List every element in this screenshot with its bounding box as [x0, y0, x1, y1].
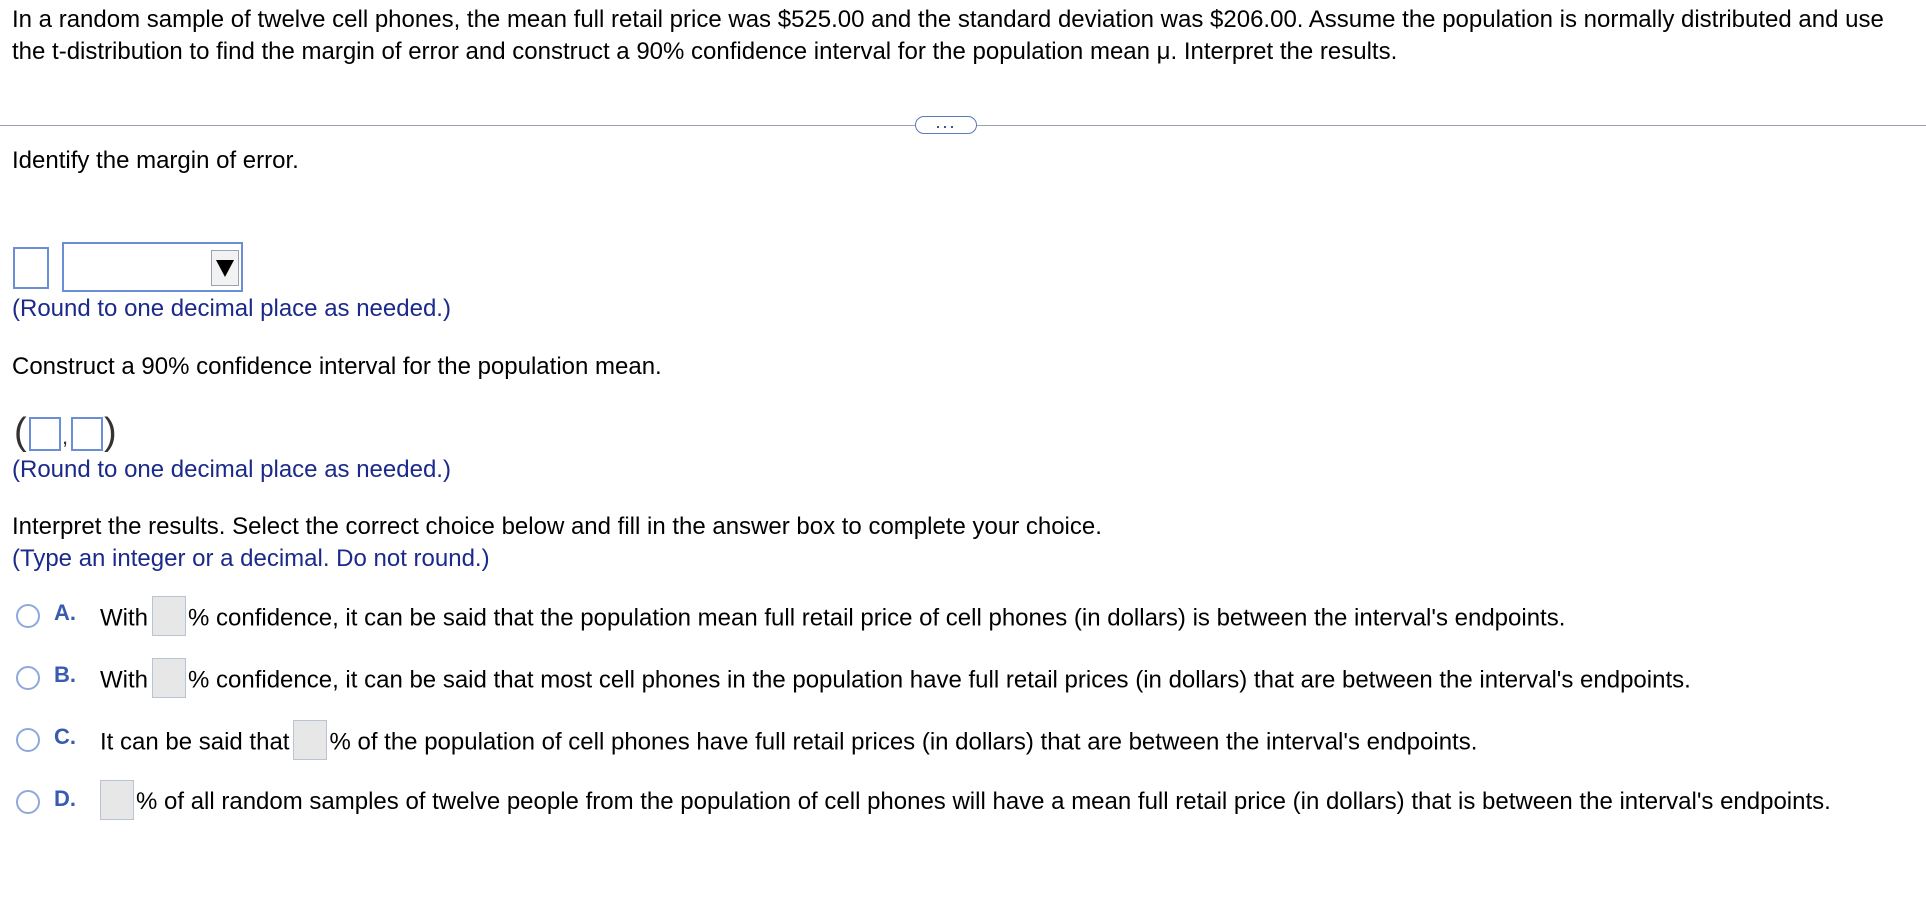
triangle-down-icon — [211, 250, 239, 286]
choice-b[interactable] — [14, 661, 1914, 697]
choice-letter: C. — [54, 724, 76, 749]
choice-a[interactable] — [14, 599, 1914, 635]
choice-after-text: % of all random samples of twelve people from the population of cell phones will have a mean full retail price (in dollars) that is between the interval's endpoints. — [136, 788, 1831, 815]
choice-after-text: % confidence, it can be said that the population mean full retail price of cell phones (in dollars) is between the interval's endpoints. — [188, 604, 1566, 632]
choice-after-text: % of the population of cell phones have full retail prices (in dollars) that are between the interval's endpoints. — [329, 728, 1478, 756]
open-parenthesis: ( — [14, 411, 27, 453]
choice-text — [100, 602, 1565, 636]
confidence-interval-prompt: Construct a 90% confidence interval for the population mean. — [12, 353, 662, 380]
confidence-percent-input[interactable] — [152, 658, 186, 698]
choice-c[interactable] — [14, 723, 1914, 759]
margin-of-error-prompt: Identify the margin of error. — [12, 147, 299, 174]
choice-after-text: % confidence, it can be said that most cell phones in the population have full retail prices (in dollars) that are between the interval's endpoints. — [188, 666, 1691, 694]
radio-button-icon[interactable] — [16, 604, 40, 628]
percent-input[interactable] — [293, 720, 327, 760]
margin-of-error-input[interactable] — [13, 247, 49, 289]
close-parenthesis: ) — [104, 411, 117, 453]
choice-letter: A. — [54, 600, 76, 625]
radio-button-icon[interactable] — [16, 790, 40, 814]
confidence-interval-hint: (Round to one decimal place as needed.) — [12, 456, 451, 483]
choice-d[interactable] — [14, 785, 1914, 821]
ellipsis-icon: ... — [935, 112, 957, 132]
choice-text — [100, 664, 1691, 698]
interpretation-prompt: Interpret the results. Select the correct choice below and fill in the answer box to complete your choice. — [12, 513, 1102, 540]
interval-upper-input[interactable] — [71, 417, 103, 451]
choice-before-text: With — [100, 666, 148, 694]
margin-of-error-dropdown[interactable] — [62, 242, 243, 292]
interval-comma: , — [62, 424, 69, 449]
expand-button[interactable] — [915, 112, 977, 134]
margin-of-error-hint: (Round to one decimal place as needed.) — [12, 295, 451, 322]
interval-lower-input[interactable] — [29, 417, 61, 451]
choice-letter: B. — [54, 662, 76, 687]
problem-statement: In a random sample of twelve cell phones, the mean full retail price was $525.00 and the standard deviation was $206.00. Assume the population is normally distributed and use the t-distribution to find the margin of error and construct a 90% confidence interval for the population mean μ. Interpret the results. — [12, 6, 1884, 65]
radio-button-icon[interactable] — [16, 666, 40, 690]
radio-button-icon[interactable] — [16, 728, 40, 752]
interpretation-hint: (Type an integer or a decimal. Do not round.) — [12, 545, 490, 572]
percent-input[interactable] — [100, 780, 134, 820]
choice-text — [100, 726, 1477, 760]
choice-before-text: With — [100, 604, 148, 632]
choice-letter: D. — [54, 786, 76, 811]
confidence-percent-input[interactable] — [152, 596, 186, 636]
choice-before-text: It can be said that — [100, 728, 290, 756]
choice-text — [100, 783, 1890, 821]
